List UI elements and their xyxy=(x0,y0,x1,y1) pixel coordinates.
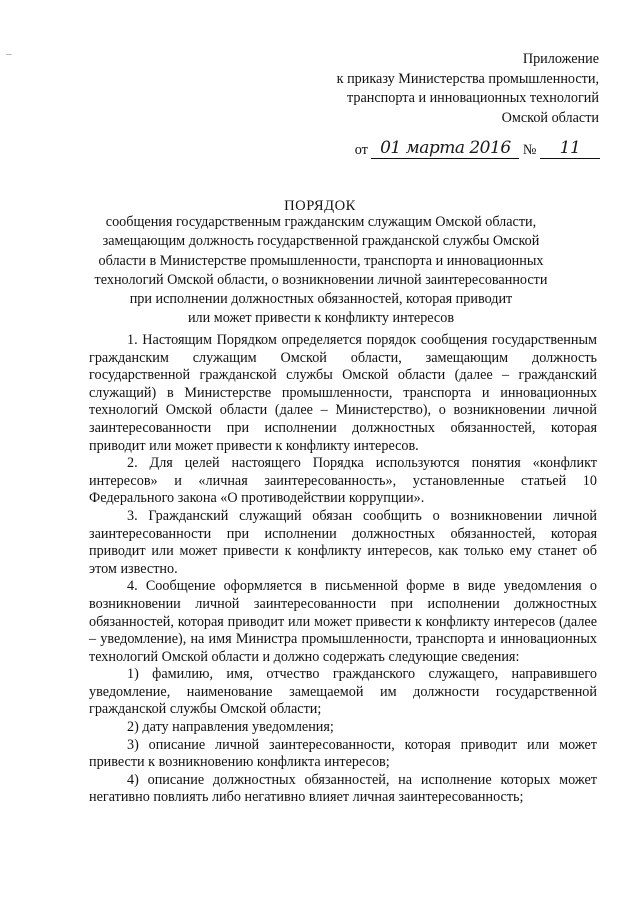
subtitle-line: при исполнении должностных обязанностей, которая приводит xyxy=(129,291,513,308)
list-item-1: 1) фамилию, имя, отчество гражданского служащего, направившего уведомление, наименование замещаемой им должности государственной гражданской службы Омской области; xyxy=(89,666,597,718)
order-date-number xyxy=(355,138,600,164)
subtitle-line: замещающим должность государственной гражданской службы Омской xyxy=(102,233,540,250)
document-body xyxy=(89,332,597,807)
handwritten-number: 11 xyxy=(540,138,600,159)
annex-line: транспорта и инновационных технологий xyxy=(346,90,599,106)
document-subtitle xyxy=(90,213,552,329)
margin-mark: ‒ xyxy=(6,48,12,60)
list-item-2: 2) дату направления уведомления; xyxy=(127,719,334,736)
handwritten-date: 01 марта 2016 xyxy=(371,138,519,159)
subtitle-line: технологий Омской области, о возникновении личной заинтересованности xyxy=(94,271,548,288)
document-title: ПОРЯДОК xyxy=(284,198,356,214)
paragraph-1: 1. Настоящим Порядком определяется порядок сообщения государственным гражданским служащим Омской области, замещающим должность государственной гражданской службы Омской области (далее – гражданский служащий) в Министерстве промышленности, транспорта и инновационных технологий Омской области (далее – Министерство), о возникновении личной заинтересованности при исполнении должностных обязанностей, которая приводит или может привести к конфликту интересов. xyxy=(89,332,597,454)
annex-line: Омской области xyxy=(501,109,599,126)
from-label: от xyxy=(354,142,368,158)
paragraph-4: 4. Сообщение оформляется в письменной форме в виде уведомления о возникновении личной заинтересованности при исполнении должностных обязанностей, которая приводит или может привести к конфликту интересов (далее – уведомление), на имя Министра промышленности, транспорта и инновационных технологий Омской области и должно содержать следующие сведения: xyxy=(89,578,597,665)
annex-header xyxy=(337,50,599,128)
subtitle-line: или может привести к конфликту интересов xyxy=(187,310,455,327)
paragraph-3: 3. Гражданский служащий обязан сообщить о возникновении личной заинтересованности при исполнении должностных обязанностей, которая приводит или может привести к конфликту интересов, как только ему станет об этом известно. xyxy=(89,507,597,577)
paragraph-2: 2. Для целей настоящего Порядка используются понятия «конфликт интересов» и «личная заинтересованность», установленные статьей 10 Федерального закона «О противодействии коррупции». xyxy=(89,455,597,507)
subtitle-line: области в Министерстве промышленности, транспорта и инновационных xyxy=(98,252,544,269)
list-item-3: 3) описание личной заинтересованности, которая приводит или может привести к возникновению конфликта интересов; xyxy=(89,736,597,771)
annex-line: Приложение xyxy=(522,51,599,67)
subtitle-line: сообщения государственным гражданским служащим Омской области, xyxy=(105,214,537,230)
list-item-4: 4) описание должностных обязанностей, на исполнение которых может негативно повлиять либо негативно влияет личная заинтересованность; xyxy=(89,771,597,806)
annex-line: к приказу Министерства промышленности, xyxy=(336,70,599,87)
number-label: № xyxy=(522,142,537,158)
